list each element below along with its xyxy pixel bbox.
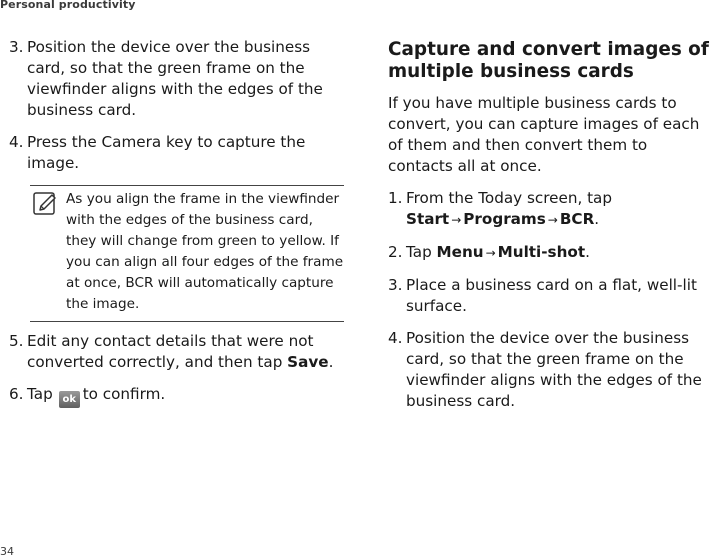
step-number: 4. bbox=[388, 329, 403, 347]
bcr-label: BCR bbox=[559, 210, 595, 228]
step-text: Tap bbox=[406, 243, 437, 261]
arrow-icon: → bbox=[451, 213, 462, 227]
step-punct: . bbox=[328, 353, 334, 371]
step-2-multi-shot bbox=[388, 242, 713, 264]
step-3-position-device bbox=[9, 37, 344, 121]
step-text: Edit any contact details that were not converted correctly, and then tap bbox=[27, 332, 314, 371]
step-number: 3. bbox=[9, 38, 24, 56]
step-punct: . bbox=[594, 210, 600, 228]
page-number: 34 bbox=[0, 545, 14, 558]
step-number: 4. bbox=[9, 133, 24, 151]
step-1-open-bcr bbox=[388, 188, 713, 231]
step-number: 2. bbox=[388, 243, 403, 261]
start-label: Start bbox=[406, 210, 450, 228]
note-text: As you align the frame in the viewfinder with the edges of the business card, they will change from green to yellow. If you can align all four edges of the frame at once, BCR will automatically capture the image. bbox=[66, 191, 344, 312]
save-label: Save bbox=[287, 353, 329, 371]
step-4-press-camera bbox=[9, 132, 344, 174]
intro-paragraph: If you have multiple business cards to convert, you can capture images of each of them and then convert them to contacts all at once. bbox=[388, 94, 700, 175]
arrow-icon: → bbox=[485, 246, 496, 260]
step-text: Position the device over the business card, so that the green frame on the viewfinder aligns with the edges of the business card. bbox=[406, 329, 702, 410]
step-punct: . bbox=[585, 243, 590, 261]
step-4-position-device bbox=[388, 328, 713, 412]
ok-icon: ok bbox=[59, 391, 80, 408]
step-5-edit-details bbox=[9, 331, 344, 373]
step-number: 1. bbox=[388, 189, 403, 207]
step-number: 3. bbox=[388, 276, 403, 294]
step-6-confirm bbox=[9, 384, 344, 408]
multi-shot-label: Multi-shot bbox=[497, 243, 586, 261]
arrow-icon: → bbox=[547, 213, 558, 227]
step-text: From the Today screen, tap bbox=[406, 189, 612, 207]
note-pencil-icon bbox=[33, 192, 57, 216]
note-box bbox=[30, 185, 344, 322]
step-number: 6. bbox=[9, 385, 24, 403]
section-title: Capture and convert images of multiple business cards bbox=[388, 39, 709, 82]
step-3-place-card bbox=[388, 275, 713, 317]
step-text: Place a business card on a flat, well-lit surface. bbox=[406, 276, 697, 315]
programs-label: Programs bbox=[463, 210, 546, 228]
menu-label: Menu bbox=[436, 243, 484, 261]
right-column bbox=[388, 37, 713, 423]
left-column bbox=[9, 37, 344, 419]
section-header: Personal productivity bbox=[0, 0, 136, 11]
step-text-after: to confirm. bbox=[82, 385, 166, 403]
step-text: Tap bbox=[27, 385, 53, 403]
step-number: 5. bbox=[9, 332, 24, 350]
step-text: Position the device over the business card, so that the green frame on the viewfinder aligns with the edges of the business card. bbox=[27, 38, 323, 119]
step-text: Press the Camera key to capture the image. bbox=[27, 133, 306, 172]
